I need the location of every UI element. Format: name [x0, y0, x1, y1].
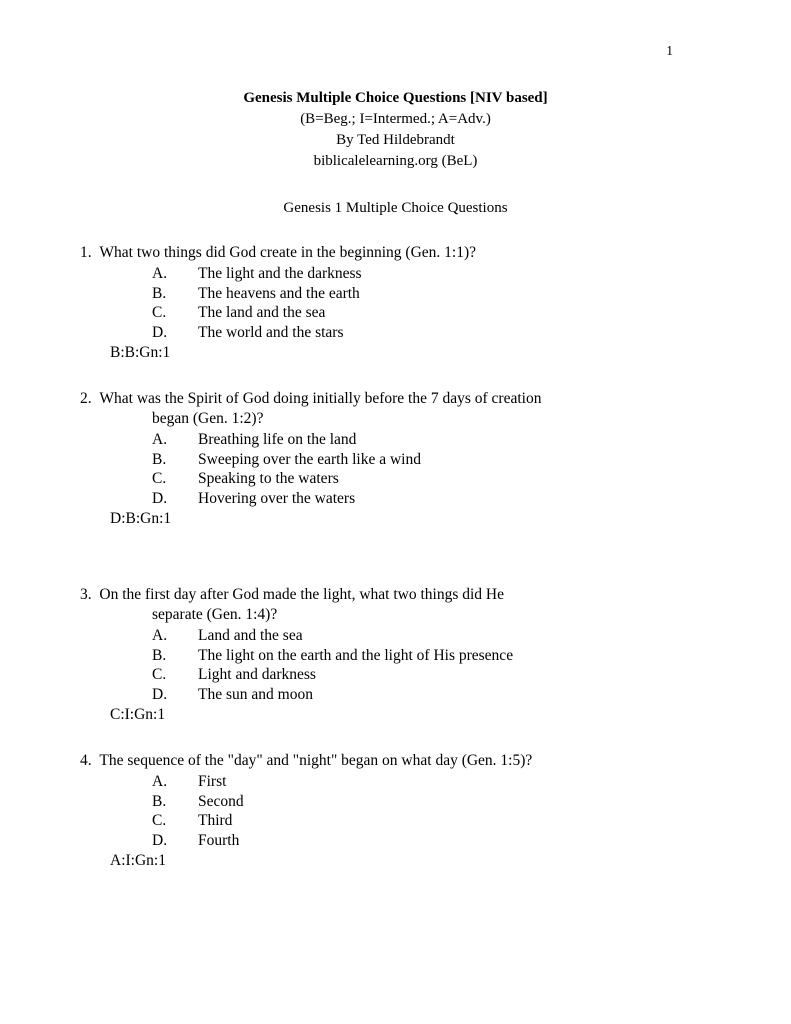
- option-text: Speaking to the waters: [198, 470, 339, 487]
- option-text: The sun and moon: [198, 685, 313, 703]
- question-stem: [68, 751, 723, 771]
- option-text: Second: [198, 792, 244, 810]
- option-item[interactable]: [68, 646, 723, 666]
- option-text: The land and the sea: [198, 304, 326, 321]
- question-number: 2.: [80, 390, 92, 407]
- document-source: biblicalelearning.org (BeL): [313, 153, 478, 169]
- option-text: The light and the darkness: [198, 265, 362, 282]
- question-text: On the first day after God made the light, what two things did He: [99, 586, 505, 603]
- option-item[interactable]: [68, 430, 723, 450]
- document-title-block: [68, 88, 723, 172]
- question-text-continued: began (Gen. 1:2)?: [152, 410, 264, 427]
- option-text: The light on the earth and the light of His presence: [198, 646, 514, 664]
- question-stem: [68, 585, 723, 605]
- option-text: The world and the stars: [198, 323, 344, 341]
- option-item[interactable]: [68, 665, 723, 685]
- option-item[interactable]: [68, 469, 723, 489]
- question-item: [68, 585, 723, 725]
- option-letter: A.: [152, 627, 168, 644]
- question-text: The sequence of the "day" and "night" began on what day (Gen. 1:5)?: [99, 752, 533, 769]
- option-letter: D.: [152, 685, 168, 703]
- option-letter: A.: [152, 265, 168, 282]
- option-text: The heavens and the earth: [198, 284, 360, 302]
- option-text: Fourth: [198, 831, 240, 849]
- option-letter: D.: [152, 831, 168, 849]
- answer-key: B:B:Gn:1: [110, 344, 171, 361]
- option-letter: B.: [152, 792, 167, 810]
- answer-key: D:B:Gn:1: [110, 510, 172, 527]
- question-number: 4.: [80, 752, 92, 769]
- option-item[interactable]: [68, 831, 723, 851]
- questions-list: [68, 243, 723, 871]
- option-item[interactable]: [68, 811, 723, 831]
- option-item[interactable]: [68, 626, 723, 646]
- option-letter: B.: [152, 284, 167, 302]
- question-text-continued: separate (Gen. 1:4)?: [152, 606, 278, 623]
- option-item[interactable]: [68, 685, 723, 705]
- option-letter: C.: [152, 304, 167, 321]
- document-title: Genesis Multiple Choice Questions [NIV based]: [243, 90, 548, 106]
- option-letter: D.: [152, 489, 168, 507]
- option-letter: C.: [152, 666, 167, 683]
- option-letter: A.: [152, 773, 168, 790]
- option-list: [68, 772, 723, 850]
- option-letter: C.: [152, 470, 167, 487]
- question-item: [68, 389, 723, 559]
- question-stem: [68, 243, 723, 263]
- document-author: By Ted Hildebrandt: [336, 132, 455, 148]
- question-number: 3.: [80, 586, 92, 603]
- option-item[interactable]: [68, 450, 723, 470]
- section-heading: Genesis 1 Multiple Choice Questions: [283, 200, 508, 216]
- question-text: What was the Spirit of God doing initially before the 7 days of creation: [99, 390, 542, 407]
- option-letter: A.: [152, 431, 168, 448]
- option-item[interactable]: [68, 303, 723, 323]
- option-text: Light and darkness: [198, 666, 316, 683]
- option-list: [68, 430, 723, 508]
- option-letter: B.: [152, 646, 167, 664]
- question-item: [68, 751, 723, 871]
- option-text: Sweeping over the earth like a wind: [198, 450, 421, 468]
- question-text: What two things did God create in the beginning (Gen. 1:1)?: [99, 244, 477, 261]
- option-item[interactable]: [68, 489, 723, 509]
- option-text: First: [198, 773, 227, 790]
- option-list: [68, 264, 723, 342]
- option-text: Breathing life on the land: [198, 431, 357, 448]
- option-text: Land and the sea: [198, 627, 303, 644]
- spacer: [68, 529, 723, 559]
- answer-key: A:I:Gn:1: [110, 852, 166, 869]
- option-item[interactable]: [68, 323, 723, 343]
- option-text: Third: [198, 812, 233, 829]
- document-subtitle-legend: (B=Beg.; I=Intermed.; A=Adv.): [300, 111, 491, 127]
- page-number: 1: [666, 43, 673, 58]
- option-letter: C.: [152, 812, 167, 829]
- option-item[interactable]: [68, 772, 723, 792]
- question-item: [68, 243, 723, 363]
- option-letter: B.: [152, 450, 167, 468]
- option-item[interactable]: [68, 264, 723, 284]
- option-text: Hovering over the waters: [198, 489, 356, 507]
- option-letter: D.: [152, 323, 168, 341]
- option-list: [68, 626, 723, 704]
- answer-key: C:I:Gn:1: [110, 706, 166, 723]
- question-stem: [68, 389, 723, 409]
- option-item[interactable]: [68, 792, 723, 812]
- option-item[interactable]: [68, 284, 723, 304]
- question-number: 1.: [80, 244, 92, 261]
